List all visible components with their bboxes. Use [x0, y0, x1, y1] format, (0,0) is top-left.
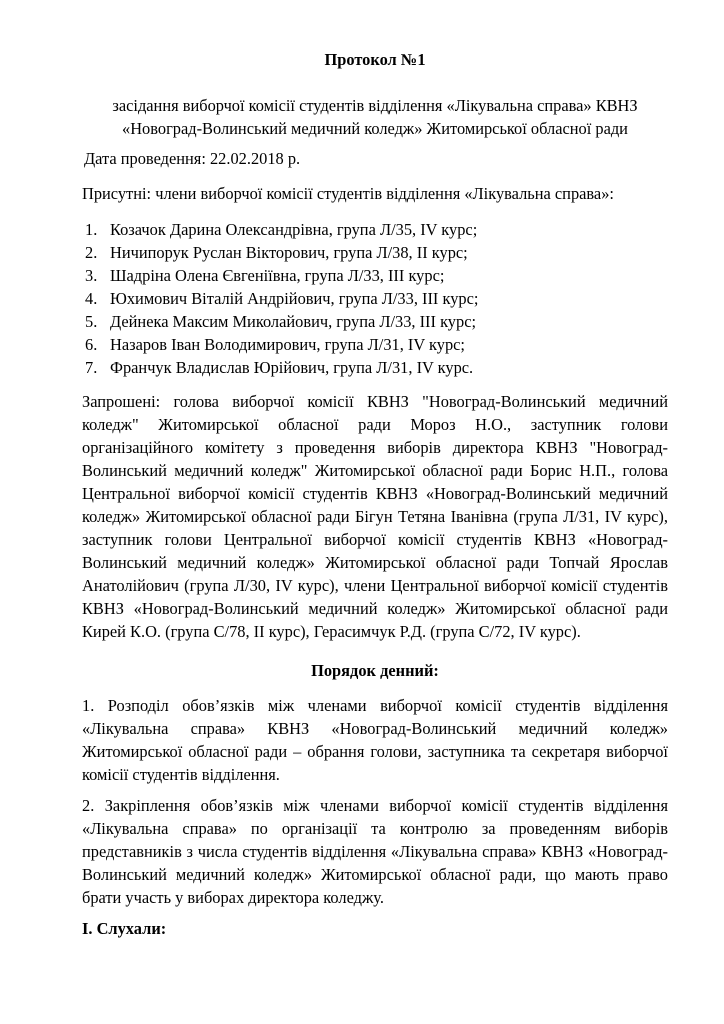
attendees-list	[82, 218, 668, 379]
attendee-item: Козачок Дарина Олександрівна, група Л/35, IV курс;	[110, 220, 478, 239]
date-line: Дата проведення: 22.02.2018 р.	[84, 149, 301, 168]
attendee-item: Дейнека Максим Миколайович, група Л/33, III курс;	[110, 312, 477, 331]
agenda-item: 1. Розподіл обов’язків між членами виборчої комісії студентів відділення «Лікувальна справа» КВНЗ «Новоград-Волинський медичний коледж» Житомирської обласної ради – обрання голови, заступника та секретаря виборчої комісії студентів відділення.	[82, 696, 668, 784]
attendee-item: Франчук Владислав Юрійович, група Л/31, IV курс.	[110, 358, 474, 377]
attendees-heading: Присутні: члени виборчої комісії студентів відділення «Лікувальна справа»:	[82, 184, 614, 203]
attendee-item: Ничипорук Руслан Вікторович, група Л/38, II курс;	[110, 243, 468, 262]
agenda-item: 2. Закріплення обов’язків між членами виборчої комісії студентів відділення «Лікувальна справа» по організації та контролю за проведенням виборів представників з числа студентів відділення «Лікувальна справа» КВНЗ «Новоград-Волинський медичний коледж» Житомирської обласної ради, що мають право брати участь у виборах директора коледжу.	[82, 796, 668, 907]
section-heading: І. Слухали:	[82, 919, 167, 938]
document-title: Протокол №1	[324, 50, 426, 69]
attendee-item: Назаров Іван Володимирович, група Л/31, IV курс;	[110, 335, 465, 354]
attendee-item: Шадріна Олена Євгеніївна, група Л/33, III курс;	[110, 266, 445, 285]
attendee-item: Юхимович Віталій Андрійович, група Л/33, III курс;	[110, 289, 479, 308]
document-subtitle: засідання виборчої комісії студентів відділення «Лікувальна справа» КВНЗ «Новоград-Волинський медичний коледж» Житомирської обласної ради	[112, 96, 638, 138]
agenda-list	[82, 694, 668, 909]
agenda-heading: Порядок денний:	[311, 661, 439, 680]
invited-paragraph: Запрошені: голова виборчої комісії КВНЗ "Новоград-Волинський медичний коледж" Житомирської обласної ради Мороз Н.О., заступник голови організаційного комітету з проведення виборів директора КВНЗ "Новоград-Волинський медичний коледж" Житомирської обласної ради Борис Н.П., голова Центральної виборчої комісії студентів КВНЗ «Новоград-Волинський медичний коледж» Житомирської обласної ради Бігун Тетяна Іванівна (група Л/31, IV курс), заступник голови Центральної виборчої комісії студентів КВНЗ «Новоград-Волинський медичний коледж» Житомирської обласної ради Топчай Ярослав Анатолійович (група Л/30, IV курс), члени Центральної виборчої комісії студентів КВНЗ «Новоград-Волинський медичний коледж» Житомирської обласної ради Кирей К.О. (група С/78, II курс), Герасимчук Р.Д. (група С/72, IV курс).	[82, 392, 668, 641]
